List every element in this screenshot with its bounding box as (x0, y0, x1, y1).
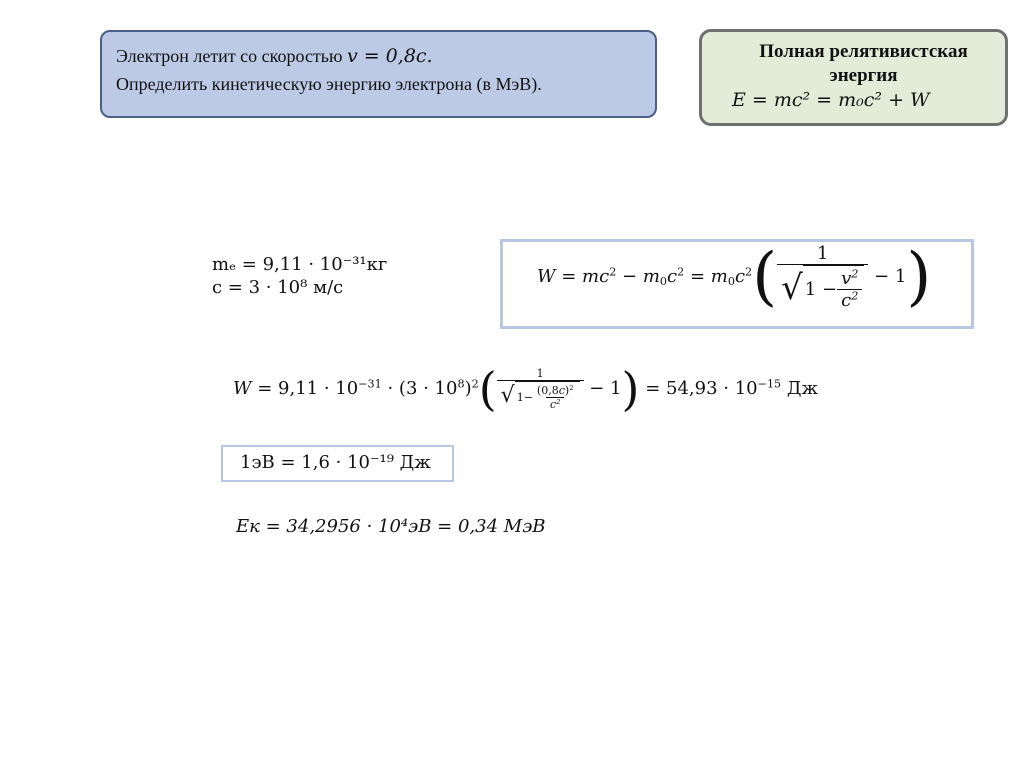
light-speed: c = 3 · 10⁸ м/с (212, 277, 344, 299)
given-values (212, 253, 387, 300)
electronvolt-definition: 1эВ = 1,6 · 10⁻¹⁹ Дж (221, 445, 454, 482)
problem-statement-box (100, 30, 657, 118)
problem-line-2: Определить кинетическую энергию электрона (в МэВ). (116, 74, 542, 95)
kinetic-energy-formula: $W = mc^2 - m_0c^2 = m_0c^2$( 1 √ 1 − $\frac{v^2}{c^2}$ − 1) (537, 240, 932, 314)
numeric-calculation: $W = 9,11 \cdot 10^{-31} \cdot (3 \cdot 10^8)^2$( 1 √ 1− $\frac{(0,8c)^2}{c^2}$ − $1) = 54,93 \cdot 10^{-15}$ Дж (233, 362, 819, 416)
total-energy-heading: Полная релятивистская энергия (759, 41, 968, 86)
electron-mass: mₑ = 9,11 · 10⁻³¹кг (212, 254, 388, 275)
speed-condition: v = 0,8c. (346, 45, 433, 67)
total-energy-box (699, 29, 1008, 126)
problem-text: Электрон летит со скоростью (116, 46, 347, 66)
total-energy-formula: E = mc² = m₀c² + W (732, 88, 930, 111)
problem-line-1 (116, 42, 641, 71)
final-result: Eк = 34,2956 · 10⁴эВ = 0,34 МэВ (236, 516, 546, 537)
